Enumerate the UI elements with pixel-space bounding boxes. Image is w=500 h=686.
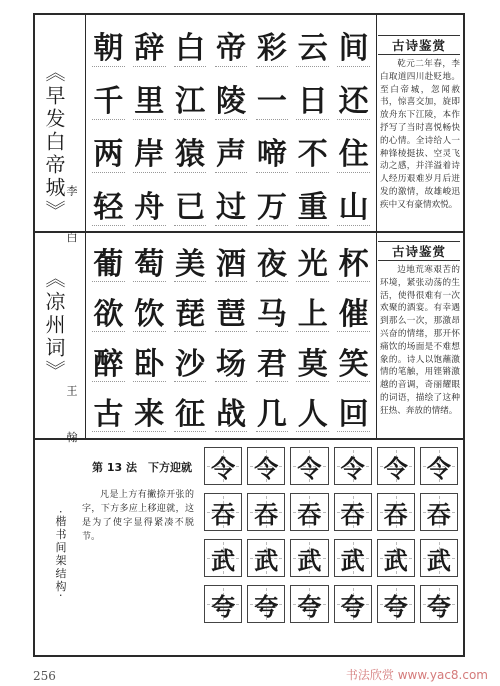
poem-character: 琵: [170, 286, 211, 336]
poem-character: 笑: [333, 336, 374, 386]
poem-character: 夜: [251, 236, 292, 286]
appreciation-text: 乾元二年春，李白取道四川赴贬地。至白帝城，忽闻赦书，惊喜交加，旋即放舟东下江陵，本作抒写了当时喜悦畅快的心情。全诗给人一种锋棱挺拔、空灵飞动之感，并洋溢着诗人经历艰难岁月后迸发的激情，故雄峻迅疾中又有豪情欢悦。: [380, 59, 460, 210]
practice-cell: [247, 539, 285, 577]
practice-cell: [247, 447, 285, 485]
practice-character: 吞: [426, 500, 451, 529]
practice-cell: [334, 539, 372, 577]
poem-character: 战: [211, 386, 252, 436]
poem-character: 声: [211, 124, 252, 177]
appreciation-heading: 古诗鉴赏: [391, 38, 446, 53]
poem-character: 沙: [170, 336, 211, 386]
poem-character: 里: [129, 71, 170, 124]
poem-character: 君: [251, 336, 292, 386]
practice-cell: [420, 493, 458, 531]
practice-cell: [204, 539, 242, 577]
poem-character: 过: [211, 177, 252, 230]
poem-character: 白: [170, 18, 211, 71]
poem-character: 古: [88, 386, 129, 436]
note-column-divider: [376, 13, 377, 438]
poem-character: 重: [292, 177, 333, 230]
series-label: ·楷书间架结构·: [54, 510, 67, 599]
section-divider-2: [33, 438, 465, 440]
practice-cell: [420, 539, 458, 577]
poem-character: 帝: [211, 18, 252, 71]
poem-text-grid: [88, 18, 374, 230]
poem-title: 《凉州词》: [42, 268, 66, 383]
poem-character: 萄: [129, 236, 170, 286]
practice-character: 夸: [426, 592, 451, 621]
practice-character: 令: [211, 454, 236, 483]
practice-character: 令: [383, 454, 408, 483]
appreciation-heading: 古诗鉴赏: [391, 244, 446, 259]
practice-character: 吞: [211, 500, 236, 529]
practice-character: 吞: [383, 500, 408, 529]
practice-cell: [204, 493, 242, 531]
poem-character: 饮: [129, 286, 170, 336]
poem-character: 莫: [292, 336, 333, 386]
poem-character: 一: [251, 71, 292, 124]
title-column-divider: [85, 13, 86, 438]
poem-character: 已: [170, 177, 211, 230]
practice-cell: [247, 493, 285, 531]
poem-character: 辞: [129, 18, 170, 71]
practice-cell: [377, 447, 415, 485]
poem-character: 马: [251, 286, 292, 336]
practice-character: 夸: [211, 592, 236, 621]
poem-title: 《早发白帝城》: [42, 62, 66, 223]
poem-character: 催: [333, 286, 374, 336]
poem-character: 人: [292, 386, 333, 436]
practice-grid: [204, 447, 458, 623]
poem-character: 两: [88, 124, 129, 177]
site-watermark: 书法欣赏 www.yac8.com: [345, 668, 488, 682]
practice-character: 武: [340, 546, 365, 575]
poem-character: 来: [129, 386, 170, 436]
practice-cell: [377, 585, 415, 623]
practice-cell: [204, 447, 242, 485]
practice-character: 武: [211, 546, 236, 575]
section-divider-1: [33, 231, 465, 233]
poem-character: 杯: [333, 236, 374, 286]
poem-character: 醉: [88, 336, 129, 386]
practice-character: 夸: [254, 592, 279, 621]
poem-text-grid: [88, 236, 374, 436]
practice-cell: [247, 585, 285, 623]
poem-character: 酒: [211, 236, 252, 286]
poem-character: 轻: [88, 177, 129, 230]
practice-cell: [420, 447, 458, 485]
practice-cell: [290, 447, 328, 485]
page-number: 256: [33, 669, 56, 683]
poem-character: 葡: [88, 236, 129, 286]
poem-character: 陵: [211, 71, 252, 124]
poem-character: 还: [333, 71, 374, 124]
poem-character: 千: [88, 71, 129, 124]
practice-cell: [377, 493, 415, 531]
poem-character: 江: [170, 71, 211, 124]
poem-character: 日: [292, 71, 333, 124]
poem-character: 朝: [88, 18, 129, 71]
poem-character: 欲: [88, 286, 129, 336]
practice-character: 令: [426, 454, 451, 483]
practice-character: 吞: [340, 500, 365, 529]
poem-character: 美: [170, 236, 211, 286]
poem-character: 上: [292, 286, 333, 336]
practice-character: 夸: [297, 592, 322, 621]
poem-character: 万: [251, 177, 292, 230]
practice-character: 吞: [297, 500, 322, 529]
appreciation-text: 边地荒寒艰苦的环境，紧张动荡的生活，使得很难有一次欢聚的酒宴。有幸遇到那么一次，那激昂兴奋的情绪，那开怀痛饮的场面是不难想象的。诗人以饱蘸激情的笔触，用铿锵激越的音调，奇丽耀眼的词语，描绘了这种狂热、奔放的情绪。: [380, 265, 460, 416]
practice-character: 武: [254, 546, 279, 575]
practice-cell: [334, 447, 372, 485]
practice-cell: [204, 585, 242, 623]
practice-character: 令: [254, 454, 279, 483]
poem-character: 彩: [251, 18, 292, 71]
method-description: 凡是上方有撇捺开张的字，下方多应上移迎就，这是为了使字显得紧凑不脱节。: [82, 490, 194, 542]
practice-character: 武: [297, 546, 322, 575]
poem-character: 间: [333, 18, 374, 71]
poem-character: 云: [292, 18, 333, 71]
poem-author: 王 翰: [65, 385, 78, 459]
practice-character: 吞: [254, 500, 279, 529]
poem-character: 琶: [211, 286, 252, 336]
poem-character: 回: [333, 386, 374, 436]
poem-character: 卧: [129, 336, 170, 386]
method-title: 第 13 法 下方迎就: [92, 461, 192, 474]
practice-character: 武: [426, 546, 451, 575]
practice-character: 令: [340, 454, 365, 483]
practice-cell: [334, 585, 372, 623]
practice-character: 武: [383, 546, 408, 575]
practice-character: 夸: [383, 592, 408, 621]
poem-character: 山: [333, 177, 374, 230]
poem-character: 场: [211, 336, 252, 386]
poem-character: 舟: [129, 177, 170, 230]
poem-character: 光: [292, 236, 333, 286]
practice-cell: [334, 493, 372, 531]
poem-character: 猿: [170, 124, 211, 177]
poem-character: 住: [333, 124, 374, 177]
poem-character: 岸: [129, 124, 170, 177]
practice-cell: [290, 539, 328, 577]
appreciation-heading-box: [378, 241, 460, 261]
poem-character: 不: [292, 124, 333, 177]
practice-cell: [420, 585, 458, 623]
poem-author: 李 白: [65, 185, 78, 259]
appreciation-heading-box: [378, 35, 460, 55]
practice-character: 夸: [340, 592, 365, 621]
practice-cell: [290, 493, 328, 531]
practice-cell: [290, 585, 328, 623]
practice-character: 令: [297, 454, 322, 483]
practice-cell: [377, 539, 415, 577]
poem-character: 几: [251, 386, 292, 436]
poem-character: 征: [170, 386, 211, 436]
poem-character: 啼: [251, 124, 292, 177]
